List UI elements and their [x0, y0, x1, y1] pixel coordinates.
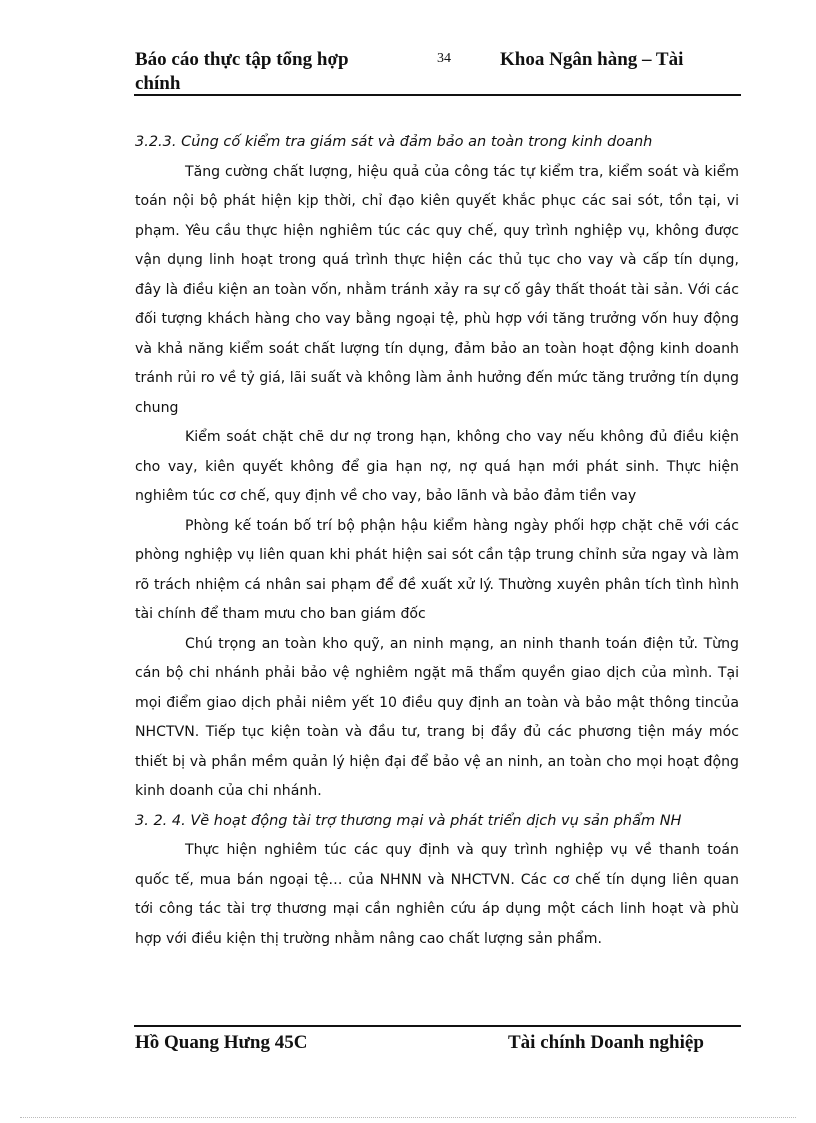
paragraph: Tăng cường chất lượng, hiệu quả của công tác tự kiểm tra, kiểm soát và kiểm toán nội bộ phát hiện kịp thời, chỉ đạo kiên quyết khắc phục các sai sót, tồn tại, vi phạm. Yêu cầu thực hiện nghiêm túc các quy chế, quy trình nghiệp vụ, không được vận dụng linh hoạt trong quá trình thực hiện các thủ tục cho vay và cấp tín dụng, đây là điều kiện an toàn vốn, nhằm tránh xảy ra sự cố gây thất thoát tài sản. Với các đối tượng khách hàng cho vay bằng ngoại tệ, phù hợp với tăng trưởng vốn huy động và khả năng kiểm soát chất lượng tín dụng, đảm bảo an toàn hoạt động kinh doanh tránh rủi ro về tỷ giá, lãi suất và không làm ảnh hưởng đến mức tăng trưởng tín dụng chung — [135, 163, 739, 416]
footer-divider — [134, 1025, 741, 1027]
footer-major: Tài chính Doanh nghiệp — [508, 1032, 704, 1053]
section-3-2-3 — [135, 128, 739, 807]
page-number: 34 — [437, 51, 451, 66]
paragraph: Chú trọng an toàn kho quỹ, an ninh mạng, an ninh thanh toán điện tử. Từng cán bộ chi nhánh phải bảo vệ nghiêm ngặt mã thẩm quyền giao dịch của mình. Tại mọi điểm giao dịch phải niêm yết 10 điều quy định an toàn và bảo mật thông tincủa NHCTVN. Tiếp tục kiện toàn và đầu tư, trang bị đầy đủ các phương tiện máy móc thiết bị và phần mềm quản lý hiện đại để bảo vệ an ninh, an toàn cho mọi hoạt động kinh doanh của chi nhánh. — [135, 635, 739, 799]
section-3-2-4 — [135, 807, 739, 955]
footer-author: Hồ Quang Hưng 45C — [135, 1032, 308, 1053]
header-report-title: Báo cáo thực tập tổng hợp chính — [135, 49, 349, 94]
paragraph: Phòng kế toán bố trí bộ phận hậu kiểm hàng ngày phối hợp chặt chẽ với các phòng nghiệp vụ liên quan khi phát hiện sai sót cần tập trung chỉnh sửa ngay và làm rõ trách nhiệm cá nhân sai phạm để đề xuất xử lý. Thường xuyên phân tích tình hình tài chính để tham mưu cho ban giám đốc — [135, 517, 739, 622]
paragraph: Kiểm soát chặt chẽ dư nợ trong hạn, không cho vay nếu không đủ điều kiện cho vay, kiên quyết không để gia hạn nợ, nợ quá hạn mới phát sinh. Thực hiện nghiêm túc cơ chế, quy định về cho vay, bảo lãnh và bảo đảm tiền vay — [135, 429, 739, 504]
section-heading: 3. 2. 4. Về hoạt động tài trợ thương mại và phát triển dịch vụ sản phẩm NH — [135, 812, 682, 829]
section-heading: 3.2.3. Củng cố kiểm tra giám sát và đảm bảo an toàn trong kinh doanh — [135, 134, 653, 150]
paragraph: Thực hiện nghiêm túc các quy định và quy trình nghiệp vụ về thanh toán quốc tế, mua bán ngoại tệ… của NHNN và NHCTVN. Các cơ chế tín dụng liên quan tới công tác tài trợ thương mại cần nghiên cứu áp dụng một cách linh hoạt và phù hợp với điều kiện thị trường nhằm nâng cao chất lượng sản phẩm. — [135, 842, 739, 947]
document-body — [135, 128, 739, 954]
page-bottom-dotted-line — [20, 1117, 796, 1118]
header-faculty-title: Khoa Ngân hàng – Tài — [500, 49, 684, 70]
header-divider — [134, 94, 741, 96]
